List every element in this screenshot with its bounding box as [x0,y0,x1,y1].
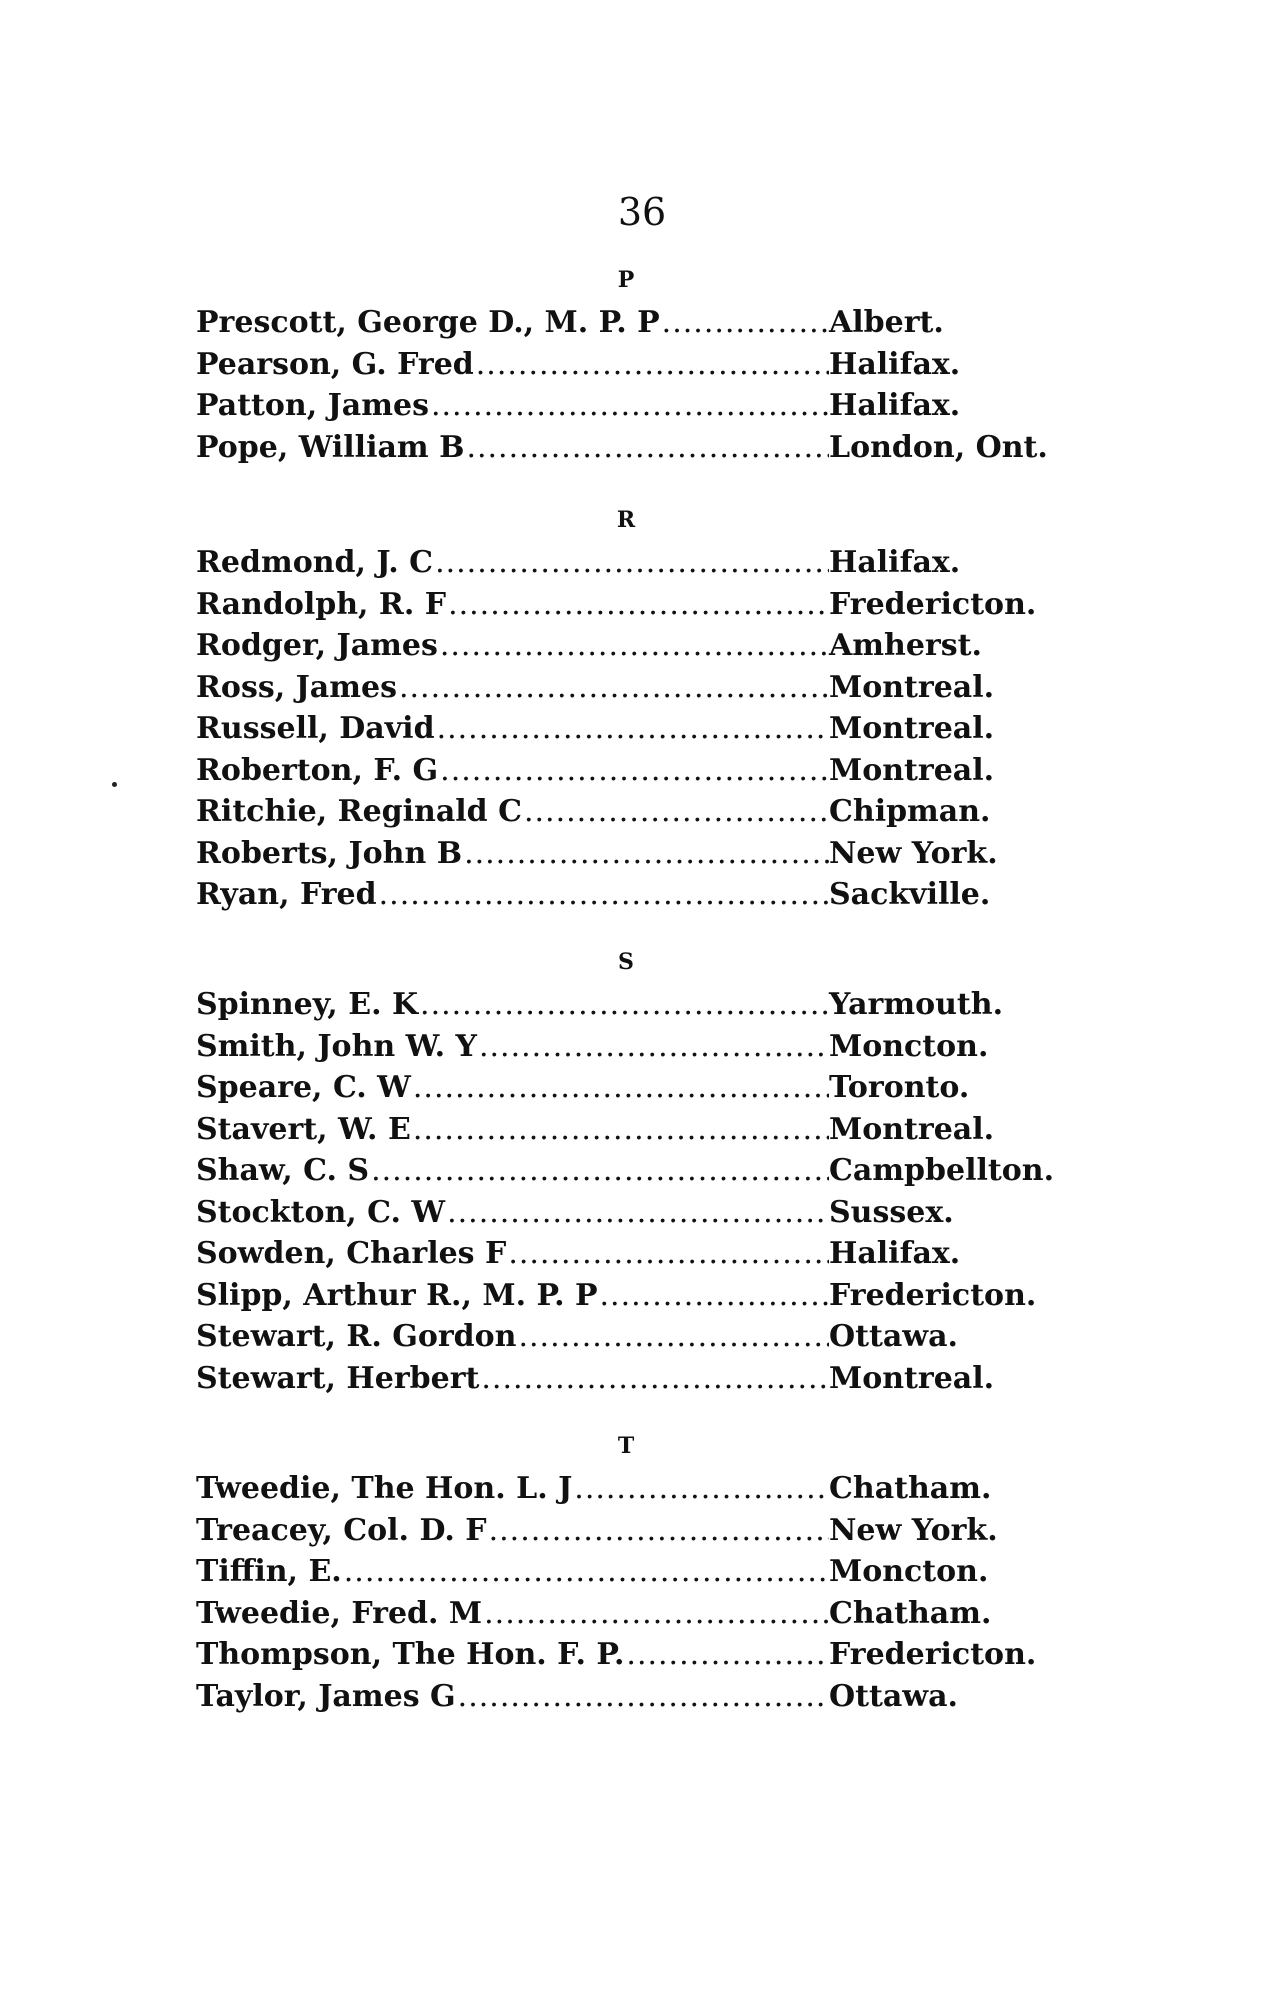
entry-place: Ottawa. [829,1319,958,1354]
entry-place: New York. [829,1512,998,1548]
dot-leader [482,1593,829,1635]
entry-name: Tweedie, Fred. M [196,1595,483,1631]
entry-place: Ottawa. [829,1678,958,1714]
entry-place: Moncton. [829,1554,989,1589]
entry-place: Toronto. [829,1070,970,1105]
list-item [196,1634,1061,1676]
list-item [196,1150,1061,1192]
list-item [196,302,1061,344]
list-item [196,984,1061,1026]
list-item [196,1468,1061,1510]
entry-name: Rodger, James [196,628,438,663]
dot-leader [474,344,829,386]
list-item [196,1510,1061,1552]
dot-leader [660,302,829,344]
entry-place: Fredericton. [829,1277,1037,1313]
dot-leader [446,584,829,626]
list-item [196,385,1061,427]
list-item [196,1192,1061,1234]
dot-leader [411,1109,829,1151]
entry-name: Prescott, George D., M. P. P [196,305,660,340]
entry-name: Redmond, J. C [196,545,434,580]
list-item [196,750,1061,792]
entry-place: Fredericton. [829,1637,1037,1672]
section-s [196,940,1061,1399]
list-item [196,708,1061,750]
entry-name: Thompson, The Hon. F. P. [196,1637,625,1672]
entry-name: Russell, David [196,711,435,746]
dot-leader [429,385,829,427]
list-item [196,1026,1061,1068]
entry-name: Sowden, Charles F [196,1236,507,1271]
entry-name: Pearson, G. Fred [196,346,474,382]
dot-leader [435,708,829,750]
entry-place: Halifax. [829,1236,961,1271]
dot-leader [462,833,829,875]
dot-leader [438,750,829,792]
entry-place: Albert. [829,305,944,340]
section-letter: T [617,1433,635,1459]
entry-name: Tweedie, The Hon. L. J [196,1471,573,1506]
entry-name: Stewart, Herbert [196,1360,480,1396]
entry-place: Campbellton. [829,1153,1055,1188]
stray-dot-mark [112,782,117,787]
dot-leader [464,427,829,469]
dot-leader [598,1275,829,1317]
list-item [196,1676,1061,1718]
dot-leader [438,625,829,667]
entry-name: Smith, John W. Y [196,1028,477,1064]
dot-leader [456,1676,829,1718]
list-item [196,1358,1061,1400]
list-item [196,584,1061,626]
section-r [196,498,1061,916]
dot-leader [506,1233,829,1275]
list-item [196,791,1061,833]
entry-name: Ritchie, Reginald C [196,794,522,829]
dot-leader [377,874,829,916]
entry-place: Halifax. [829,545,961,580]
dot-leader [369,1150,829,1192]
list-item [196,1067,1061,1109]
entry-name: Roberts, John B [196,835,463,871]
entry-place: New York. [829,835,998,871]
list-item [196,833,1061,875]
entry-place: Montreal. [829,1111,995,1147]
list-item [196,1551,1061,1593]
entry-place: Chatham. [829,1595,992,1631]
entry-name: Slipp, Arthur R., M. P. P [196,1277,598,1313]
dot-leader [477,1026,829,1068]
entry-place: Sackville. [829,877,991,912]
entry-name: Taylor, James G [196,1678,456,1714]
dot-leader [522,791,829,833]
entry-name: Spinney, E. K [196,987,419,1022]
entry-place: Montreal. [829,1360,995,1396]
entry-place: Fredericton. [829,586,1037,622]
entry-name: Treacey, Col. D. F [196,1512,487,1548]
section-p [196,258,1061,468]
entry-place: Montreal. [829,752,995,788]
entry-place: Montreal. [829,669,995,705]
entry-place: Chatham. [829,1471,992,1506]
list-item [196,542,1061,584]
entry-name: Pope, William B [196,429,465,465]
page-number: 36 [617,190,667,234]
list-item [196,625,1061,667]
section-letter: S [618,949,634,975]
entry-place: London, Ont. [829,429,1048,465]
list-item [196,344,1061,386]
dot-leader [411,1067,829,1109]
entry-name: Shaw, C. S [196,1153,370,1188]
dot-leader [397,667,829,709]
list-item [196,1275,1061,1317]
list-item [196,1593,1061,1635]
dot-leader [572,1468,829,1510]
entry-place: Halifax. [829,388,961,423]
list-item [196,1109,1061,1151]
entry-name: Roberton, F. G [196,752,439,788]
entry-name: Randolph, R. F [196,586,447,622]
list-item [196,1233,1061,1275]
entry-place: Halifax. [829,346,961,382]
entry-place: Sussex. [829,1194,954,1230]
dot-leader [624,1634,829,1676]
dot-leader [516,1316,829,1358]
dot-leader [479,1358,829,1400]
section-t [196,1424,1061,1717]
entry-name: Patton, James [196,388,429,423]
entry-name: Tiffin, E. [196,1554,342,1589]
dot-leader [418,984,829,1026]
entry-name: Speare, C. W [196,1070,411,1105]
list-item [196,874,1061,916]
dot-leader [445,1192,829,1234]
entry-name: Stewart, R. Gordon [196,1319,517,1354]
entry-place: Yarmouth. [829,987,1004,1022]
dot-leader [342,1551,829,1593]
section-letter: P [617,267,635,293]
entry-place: Moncton. [829,1028,989,1064]
entry-name: Stavert, W. E [196,1111,411,1147]
entry-name: Ryan, Fred [196,877,377,912]
entry-place: Montreal. [829,711,995,746]
list-item [196,427,1061,469]
entry-place: Chipman. [829,794,991,829]
dot-leader [487,1510,829,1552]
list-item [196,1316,1061,1358]
entry-name: Stockton, C. W [196,1194,446,1230]
entry-name: Ross, James [196,669,397,705]
section-letter: R [616,507,636,533]
list-item [196,667,1061,709]
entry-place: Amherst. [829,628,982,663]
dot-leader [433,542,829,584]
